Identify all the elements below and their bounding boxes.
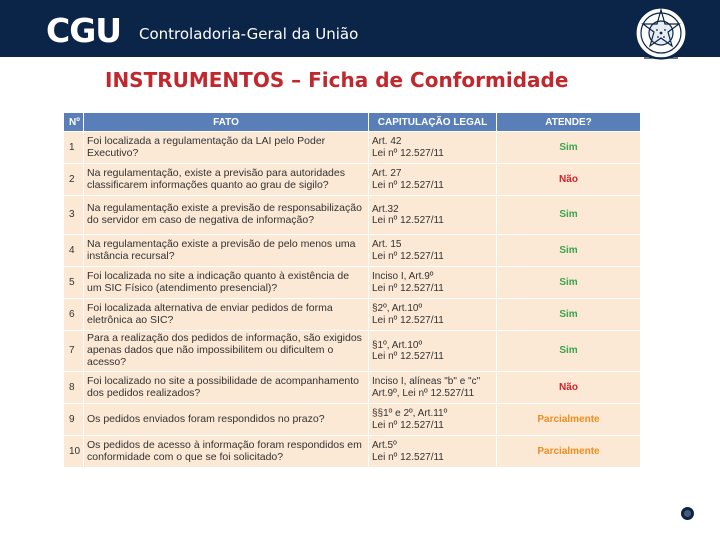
table-row	[64, 404, 641, 436]
row-num: 5	[64, 267, 84, 299]
table-row	[64, 372, 641, 404]
row-meets: Sim	[497, 196, 641, 235]
legal-article: Art.5º	[372, 440, 397, 451]
slide-title: INSTRUMENTOS – Ficha de Conformidade	[105, 68, 569, 92]
row-fact: Na regulamentação existe a previsão de responsabilização do servidor em caso de negativa de informação?	[84, 196, 369, 235]
row-legal	[369, 331, 497, 372]
row-meets: Sim	[497, 235, 641, 267]
legal-article: Art. 42	[372, 136, 402, 147]
legal-law: Lei nº 12.527/11	[372, 419, 444, 431]
legal-law: Art.9º, Lei nº 12.527/11	[372, 387, 475, 399]
row-fact: Foi localizada a regulamentação da LAI pelo Poder Executivo?	[84, 132, 369, 164]
row-legal	[369, 372, 497, 404]
header-num: Nº	[64, 113, 84, 132]
nav-dot-icon[interactable]	[681, 507, 694, 520]
legal-law: Lei nº 12.527/11	[372, 250, 444, 262]
legal-article: Art. 15	[372, 239, 402, 250]
row-fact: Os pedidos de acesso à informação foram respondidos em conformidade com o que se foi solicitado?	[84, 436, 369, 468]
legal-article: Inciso I, Art.9º	[372, 271, 434, 282]
row-meets: Sim	[497, 267, 641, 299]
row-num: 4	[64, 235, 84, 267]
brasao-republica-icon	[632, 4, 690, 68]
row-legal	[369, 404, 497, 436]
row-num: 3	[64, 196, 84, 235]
row-num: 1	[64, 132, 84, 164]
row-fact: Foi localizado no site a possibilidade de acompanhamento dos pedidos realizados?	[84, 372, 369, 404]
row-legal	[369, 132, 497, 164]
table-row	[64, 164, 641, 196]
row-fact: Os pedidos enviados foram respondidos no prazo?	[84, 404, 369, 436]
row-fact: Na regulamentação existe a previsão de pelo menos uma instância recursal?	[84, 235, 369, 267]
table-row	[64, 196, 641, 235]
row-legal	[369, 164, 497, 196]
legal-article: §2º, Art.10º	[372, 303, 423, 314]
row-meets: Sim	[497, 132, 641, 164]
row-num: 10	[64, 436, 84, 468]
row-legal	[369, 267, 497, 299]
row-meets: Não	[497, 372, 641, 404]
legal-article: §1º, Art.10º	[372, 339, 423, 351]
row-fact: Foi localizada no site a indicação quanto à existência de um SIC Físico (atendimento presencial)?	[84, 267, 369, 299]
table-row	[64, 331, 641, 372]
legal-law: Lei nº 12.527/11	[372, 215, 444, 226]
legal-article: Inciso I, alíneas "b" e "c"	[372, 376, 481, 387]
table-row	[64, 299, 641, 331]
row-num: 7	[64, 331, 84, 372]
row-legal	[369, 196, 497, 235]
legal-law: Lei nº 12.527/11	[372, 147, 444, 159]
row-meets: Parcialmente	[497, 404, 641, 436]
table-row	[64, 436, 641, 468]
row-num: 8	[64, 372, 84, 404]
row-legal	[369, 299, 497, 331]
legal-law: Lei nº 12.527/11	[372, 282, 444, 294]
table-row	[64, 132, 641, 164]
row-fact: Na regulamentação, existe a previsão para autoridades classificarem informações quanto ao grau de sigilo?	[84, 164, 369, 196]
legal-article: §§1º e 2º, Art.11º	[372, 408, 448, 419]
row-num: 2	[64, 164, 84, 196]
row-num: 6	[64, 299, 84, 331]
legal-law: Lei nº 12.527/11	[372, 451, 444, 463]
header-legal: CAPITULAÇÃO LEGAL	[369, 113, 497, 132]
conformity-table	[63, 112, 640, 468]
row-legal	[369, 235, 497, 267]
header-subtitle: Controladoria-Geral da União	[139, 25, 359, 43]
legal-article: Art.32	[372, 203, 399, 215]
row-fact: Para a realização dos pedidos de informação, são exigidos apenas dados que não impossibilitem ou dificultem o acesso?	[84, 331, 369, 372]
top-banner	[0, 0, 720, 57]
row-fact: Foi localizada alternativa de enviar pedidos de forma eletrônica ao SIC?	[84, 299, 369, 331]
row-meets: Sim	[497, 331, 641, 372]
cgu-logo: CGU	[46, 11, 122, 50]
legal-law: Lei nº 12.527/11	[372, 314, 444, 326]
row-num: 9	[64, 404, 84, 436]
row-legal	[369, 436, 497, 468]
table-row	[64, 267, 641, 299]
header-meets: ATENDE?	[497, 113, 641, 132]
legal-law: Lei nº 12.527/11	[372, 351, 444, 362]
row-meets: Sim	[497, 299, 641, 331]
header-fact: FATO	[84, 113, 369, 132]
legal-law: Lei nº 12.527/11	[372, 179, 444, 191]
legal-article: Art. 27	[372, 168, 402, 179]
table-row	[64, 235, 641, 267]
table-header-row	[64, 113, 641, 132]
row-meets: Não	[497, 164, 641, 196]
row-meets: Parcialmente	[497, 436, 641, 468]
